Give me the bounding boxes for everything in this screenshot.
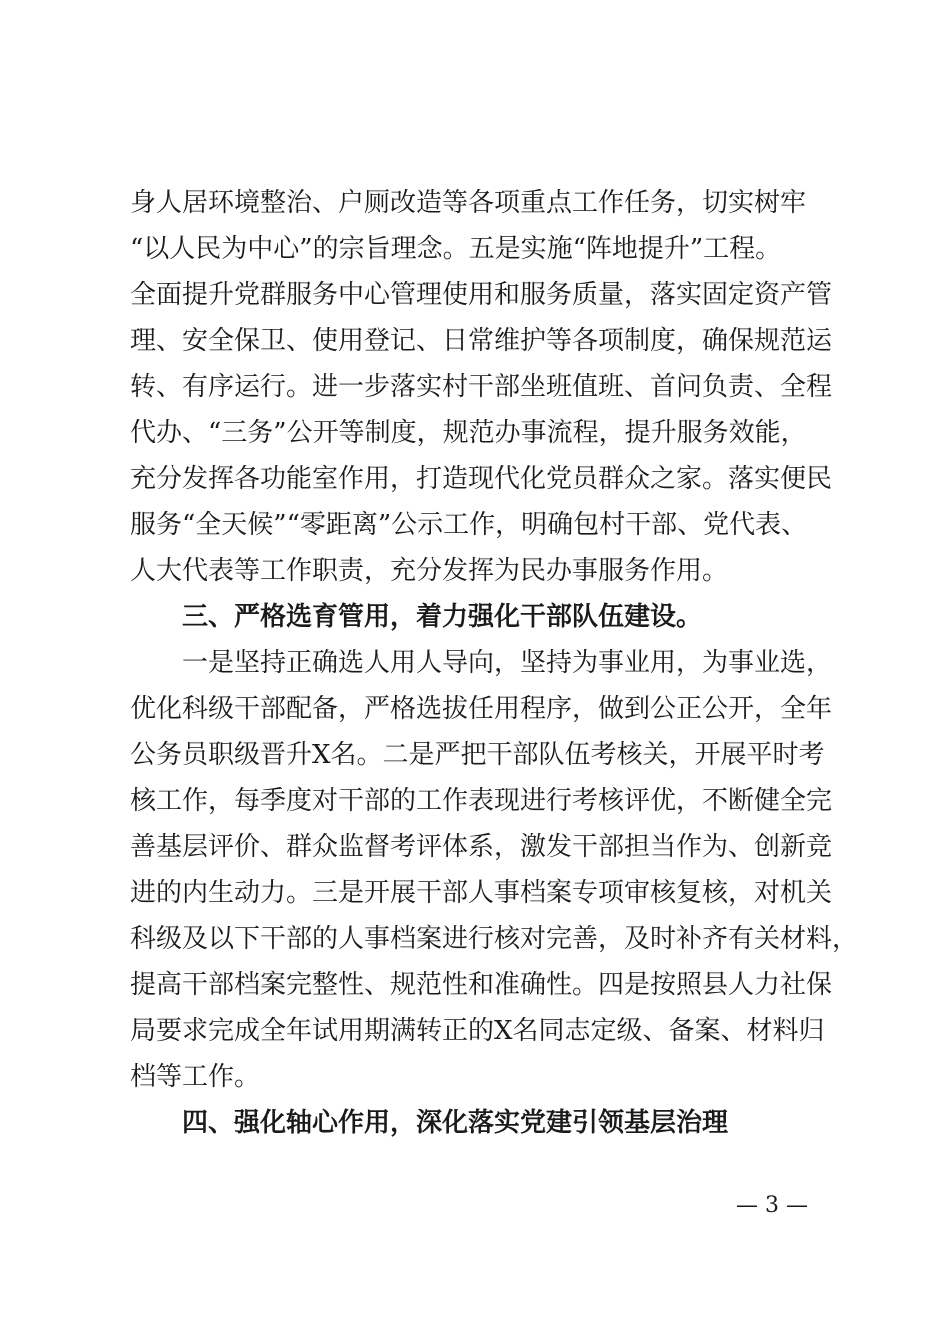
text-line: 局要求完成全年试用期满转正的X名同志定级、备案、材料归 [130,1016,825,1046]
text-line: 代办、“三务”公开等制度，规范办事流程，提升服务效能， [130,418,807,448]
text-line: 档等工作。 [130,1062,261,1092]
text-line: 核工作，每季度对干部的工作表现进行考核评优，不断健全完 [130,786,833,816]
text-line: 理、安全保卫、使用登记、日常维护等各项制度，确保规范运 [130,326,833,356]
text-line: “以人民为中心”的宗旨理念。五是实施“阵地提升”工程。 [130,234,782,264]
section-4-heading: 四、强化轴心作用，深化落实党建引领基层治理 [182,1108,729,1138]
text-line: 转、有序运行。进一步落实村干部坐班值班、首问负责、全程 [130,372,833,402]
text-line: 服务“全天候”“零距离”公示工作，明确包村干部、党代表、 [130,510,808,540]
text-line: 一是坚持正确选人用人导向，坚持为事业用，为事业选， [182,648,833,678]
text-line: 身人居环境整治、户厕改造等各项重点工作任务，切实树牢 [130,188,807,218]
text-line: 提高干部档案完整性、规范性和准确性。四是按照县人力社保 [130,970,833,1000]
section-3-heading: 三、严格选育管用，着力强化干部队伍建设。 [182,602,703,632]
text-line: 进的内生动力。三是开展干部人事档案专项审核复核，对机关 [130,878,833,908]
text-line: 善基层评价、群众监督考评体系，激发干部担当作为、创新竞 [130,832,833,862]
text-line: 公务员职级晋升X名。二是严把干部队伍考核关，开展平时考 [130,740,825,770]
text-line: 优化科级干部配备，严格选拔任用程序，做到公正公开，全年 [130,694,833,724]
text-line: 充分发挥各功能室作用，打造现代化党员群众之家。落实便民 [130,464,833,494]
text-line: 科级及以下干部的人事档案进行核对完善，及时补齐有关材料， [130,924,859,954]
text-line: 全面提升党群服务中心管理使用和服务质量，落实固定资产管 [130,280,833,310]
text-line: 人大代表等工作职责，充分发挥为民办事服务作用。 [130,556,729,586]
page-number: — 3 — [736,1193,808,1218]
